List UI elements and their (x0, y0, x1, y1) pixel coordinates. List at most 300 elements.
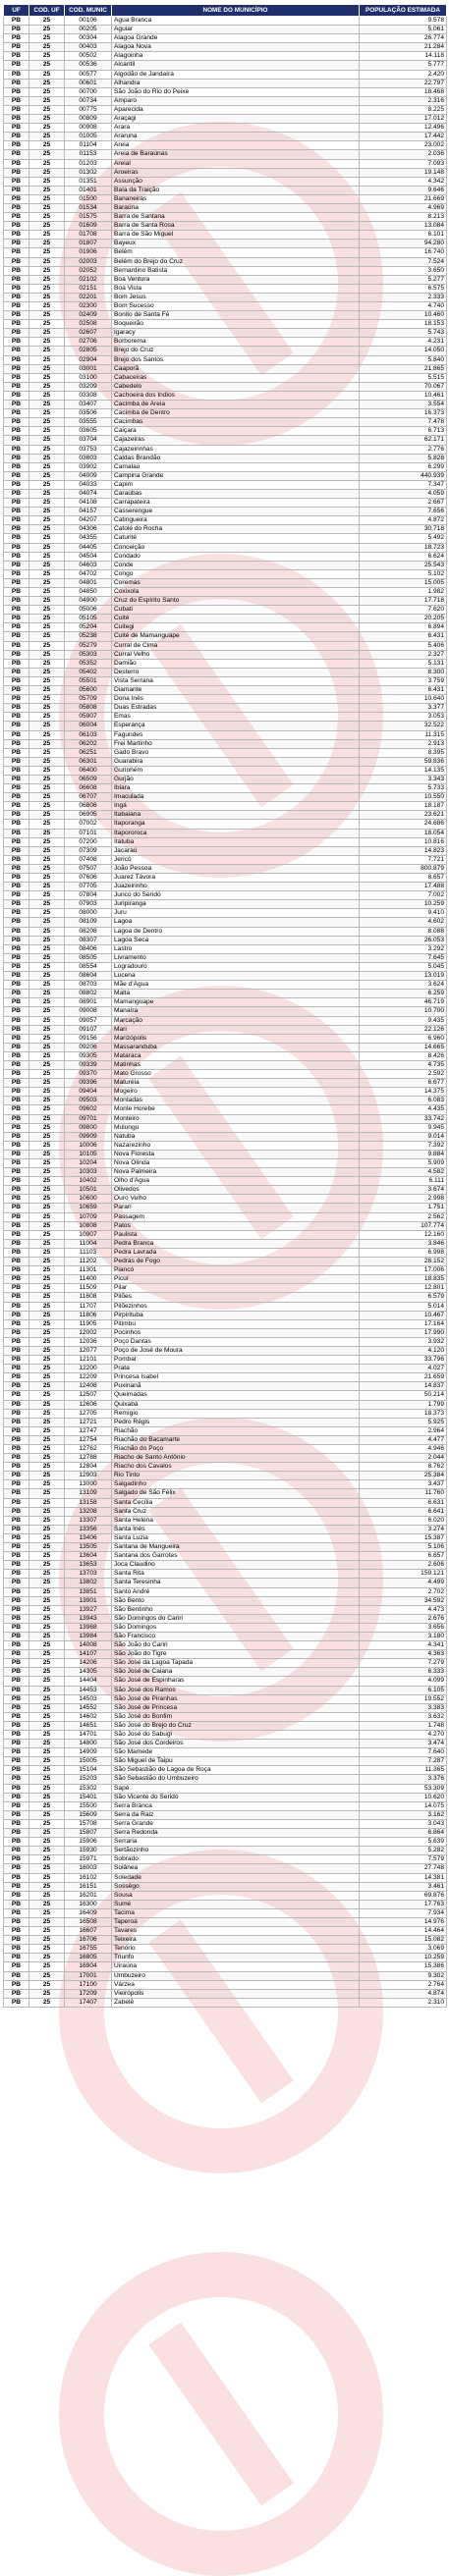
table-row (4, 1230, 447, 1239)
cell-cod-munic: 09305 (65, 1051, 112, 1060)
table-row (4, 1426, 447, 1435)
cell-cod-munic: 12200 (65, 1365, 112, 1373)
table-row (4, 1864, 447, 1873)
cell-populacao: 62.171 (360, 436, 447, 445)
cell-uf: PB (4, 1891, 29, 1900)
cell-municipio: São Mamede (112, 1748, 360, 1757)
table-row (4, 1123, 447, 1132)
table-row (4, 793, 447, 802)
cell-municipio: Maturéia (112, 1079, 360, 1088)
table-row (4, 248, 447, 257)
cell-cod-munic: 07507 (65, 864, 112, 873)
cell-municipio: Livramento (112, 953, 360, 962)
cell-cod-uf: 25 (29, 1712, 65, 1721)
cell-cod-munic: 06301 (65, 757, 112, 766)
cell-cod-uf: 25 (29, 133, 65, 141)
cell-uf: PB (4, 1838, 29, 1847)
cell-municipio: Alagoinha (112, 52, 360, 61)
cell-municipio: Bananeiras (112, 194, 360, 203)
cell-uf: PB (4, 311, 29, 320)
table-row (4, 811, 447, 820)
cell-municipio: Algodão de Jandaíra (112, 70, 360, 79)
cell-cod-uf: 25 (29, 1132, 65, 1141)
cell-populacao: 5.106 (360, 1543, 447, 1552)
table-row (4, 105, 447, 114)
cell-uf: PB (4, 1319, 29, 1328)
cell-municipio: Cuité (112, 615, 360, 623)
cell-cod-munic: 14701 (65, 1731, 112, 1740)
cell-uf: PB (4, 302, 29, 311)
cell-municipio: Coxixola (112, 588, 360, 597)
cell-municipio: Tacima (112, 1908, 360, 1917)
table-row (4, 1829, 447, 1838)
cell-uf: PB (4, 1445, 29, 1454)
table-row (4, 355, 447, 364)
cell-cod-uf: 25 (29, 1570, 65, 1579)
cell-municipio: Areial (112, 159, 360, 168)
cell-cod-munic: 14107 (65, 1650, 112, 1659)
cell-uf: PB (4, 659, 29, 668)
cell-municipio: Serra Grande (112, 1819, 360, 1828)
cell-municipio: Cuité de Mamanguape (112, 632, 360, 641)
cell-cod-uf: 25 (29, 1971, 65, 1980)
cell-cod-munic: 12721 (65, 1418, 112, 1426)
cell-cod-munic: 15203 (65, 1775, 112, 1784)
table-row (4, 990, 447, 998)
cell-municipio: Cajazeiras (112, 436, 360, 445)
cell-cod-uf: 25 (29, 704, 65, 713)
cell-cod-uf: 25 (29, 445, 65, 454)
cell-municipio: Água Branca (112, 17, 360, 26)
cell-uf: PB (4, 820, 29, 829)
cell-uf: PB (4, 855, 29, 864)
table-row (4, 874, 447, 883)
cell-cod-munic: 01203 (65, 159, 112, 168)
cell-municipio: Picuí (112, 1275, 360, 1284)
table-row (4, 124, 447, 133)
cell-municipio: Santa Rita (112, 1570, 360, 1579)
cell-cod-uf: 25 (29, 695, 65, 704)
cell-uf: PB (4, 883, 29, 891)
cell-cod-munic: 09339 (65, 1060, 112, 1069)
cell-municipio: Bernardino Batista (112, 266, 360, 275)
cell-cod-munic: 03407 (65, 401, 112, 409)
cell-populacao: 5.925 (360, 1418, 447, 1426)
cell-uf: PB (4, 284, 29, 293)
table-row (4, 597, 447, 606)
table-row (4, 1311, 447, 1319)
cell-uf: PB (4, 1480, 29, 1489)
cell-municipio: Vieirópolis (112, 1989, 360, 1998)
cell-municipio: Esperança (112, 722, 360, 730)
cell-uf: PB (4, 704, 29, 713)
table-row (4, 373, 447, 382)
cell-municipio: Catingueira (112, 516, 360, 525)
cell-populacao: 26.774 (360, 34, 447, 43)
header-populacao: POPULAÇÃO ESTIMADA (360, 5, 447, 17)
cell-uf: PB (4, 1775, 29, 1784)
cell-uf: PB (4, 293, 29, 301)
cell-cod-uf: 25 (29, 115, 65, 124)
cell-cod-munic: 10709 (65, 1212, 112, 1221)
cell-uf: PB (4, 1917, 29, 1926)
table-row (4, 320, 447, 329)
cell-cod-uf: 25 (29, 990, 65, 998)
cell-cod-munic: 16151 (65, 1882, 112, 1891)
cell-cod-uf: 25 (29, 1801, 65, 1810)
cell-uf: PB (4, 1079, 29, 1088)
table-row (4, 1258, 447, 1266)
table-row (4, 686, 447, 695)
cell-municipio: Princesa Isabel (112, 1373, 360, 1382)
table-row (4, 1766, 447, 1775)
cell-uf: PB (4, 802, 29, 811)
cell-uf: PB (4, 1070, 29, 1079)
cell-uf: PB (4, 1239, 29, 1248)
cell-municipio: Belém (112, 248, 360, 257)
cell-uf: PB (4, 382, 29, 391)
cell-cod-uf: 25 (29, 1516, 65, 1525)
cell-cod-uf: 25 (29, 516, 65, 525)
cell-populacao: 19.552 (360, 1694, 447, 1703)
cell-municipio: Olivedos (112, 1186, 360, 1195)
cell-populacao: 4.027 (360, 1365, 447, 1373)
table-row (4, 757, 447, 766)
cell-uf: PB (4, 1998, 29, 2007)
cell-municipio: Monteiro (112, 1114, 360, 1123)
cell-cod-munic: 02706 (65, 338, 112, 347)
table-row (4, 606, 447, 615)
cell-cod-munic: 05709 (65, 695, 112, 704)
cell-cod-munic: 13968 (65, 1623, 112, 1632)
cell-cod-munic: 14602 (65, 1712, 112, 1721)
cell-cod-uf: 25 (29, 1275, 65, 1284)
table-row (4, 1757, 447, 1766)
cell-cod-munic: 14206 (65, 1659, 112, 1668)
cell-cod-munic: 09800 (65, 1123, 112, 1132)
table-row (4, 695, 447, 704)
cell-cod-munic: 05600 (65, 686, 112, 695)
cell-municipio: Bonito de Santa Fé (112, 311, 360, 320)
cell-cod-munic: 13984 (65, 1632, 112, 1640)
table-row (4, 1221, 447, 1230)
table-body (4, 17, 447, 2008)
cell-municipio: Caldas Brandão (112, 454, 360, 462)
table-row (4, 1596, 447, 1605)
cell-uf: PB (4, 1784, 29, 1793)
cell-cod-munic: 11004 (65, 1239, 112, 1248)
cell-municipio: Duas Estradas (112, 704, 360, 713)
cell-cod-uf: 25 (29, 722, 65, 730)
table-row (4, 766, 447, 775)
cell-cod-uf: 25 (29, 1596, 65, 1605)
cell-populacao: 4.270 (360, 1731, 447, 1740)
cell-cod-munic: 13653 (65, 1561, 112, 1570)
cell-populacao: 3.043 (360, 1819, 447, 1828)
cell-cod-munic: 13158 (65, 1498, 112, 1507)
cell-populacao: 7.524 (360, 257, 447, 266)
header-uf: UF (4, 5, 29, 17)
cell-cod-munic: 11301 (65, 1266, 112, 1275)
cell-cod-munic: 02300 (65, 302, 112, 311)
cell-uf: PB (4, 1980, 29, 1989)
cell-cod-munic: 08208 (65, 927, 112, 936)
cell-cod-uf: 25 (29, 775, 65, 783)
cell-uf: PB (4, 1962, 29, 1971)
cell-cod-uf: 25 (29, 972, 65, 981)
cell-uf: PB (4, 1668, 29, 1677)
cell-municipio: Curral Velho (112, 650, 360, 659)
cell-populacao: 17.718 (360, 597, 447, 606)
cell-cod-uf: 25 (29, 203, 65, 212)
cell-cod-uf: 25 (29, 1293, 65, 1302)
table-row (4, 52, 447, 61)
cell-uf: PB (4, 1810, 29, 1819)
cell-populacao: 6.677 (360, 1079, 447, 1088)
table-row (4, 552, 447, 561)
cell-municipio: Cruz do Espírito Santo (112, 597, 360, 606)
cell-uf: PB (4, 96, 29, 105)
cell-cod-munic: 09396 (65, 1079, 112, 1088)
cell-cod-uf: 25 (29, 1962, 65, 1971)
table-row (4, 1989, 447, 1998)
cell-uf: PB (4, 552, 29, 561)
table-row (4, 1472, 447, 1480)
cell-cod-uf: 25 (29, 1391, 65, 1400)
cell-cod-munic: 14909 (65, 1748, 112, 1757)
cell-populacao: 8.300 (360, 668, 447, 676)
cell-cod-munic: 13604 (65, 1552, 112, 1561)
cell-municipio: Caaporã (112, 364, 360, 373)
cell-cod-uf: 25 (29, 240, 65, 248)
cell-cod-munic: 12788 (65, 1454, 112, 1463)
cell-populacao: 10.640 (360, 695, 447, 704)
cell-cod-munic: 02607 (65, 329, 112, 338)
cell-municipio: Salgado de São Félix (112, 1489, 360, 1498)
cell-populacao: 17.763 (360, 1900, 447, 1908)
cell-municipio: Barra de São Miguel (112, 231, 360, 240)
cell-populacao: 2.667 (360, 499, 447, 508)
table-row (4, 1150, 447, 1158)
table-row (4, 418, 447, 427)
cell-uf: PB (4, 686, 29, 695)
cell-municipio: Baraúna (112, 203, 360, 212)
cell-cod-munic: 10204 (65, 1159, 112, 1168)
cell-uf: PB (4, 578, 29, 587)
cell-cod-uf: 25 (29, 1873, 65, 1882)
cell-cod-munic: 04033 (65, 480, 112, 489)
cell-cod-uf: 25 (29, 1623, 65, 1632)
cell-cod-uf: 25 (29, 1177, 65, 1186)
cell-cod-uf: 25 (29, 1319, 65, 1328)
cell-municipio: Piancó (112, 1266, 360, 1275)
cell-cod-munic: 01708 (65, 231, 112, 240)
cell-uf: PB (4, 168, 29, 177)
cell-municipio: São José do Bonfim (112, 1712, 360, 1721)
cell-uf: PB (4, 900, 29, 909)
table-row (4, 784, 447, 793)
table-row (4, 1337, 447, 1346)
cell-municipio: Lastro (112, 944, 360, 953)
cell-uf: PB (4, 133, 29, 141)
cell-cod-uf: 25 (29, 231, 65, 240)
cell-cod-munic: 13901 (65, 1596, 112, 1605)
cell-municipio: Congo (112, 569, 360, 578)
cell-cod-munic: 03803 (65, 454, 112, 462)
cell-populacao: 46.719 (360, 998, 447, 1007)
cell-populacao: 30.718 (360, 525, 447, 534)
table-row (4, 1266, 447, 1275)
cell-populacao: 2.327 (360, 650, 447, 659)
cell-cod-munic: 04355 (65, 534, 112, 543)
cell-uf: PB (4, 606, 29, 615)
cell-municipio: Lagoa de Dentro (112, 927, 360, 936)
cell-populacao: 6.111 (360, 1177, 447, 1186)
cell-cod-munic: 15500 (65, 1801, 112, 1810)
table-row (4, 1489, 447, 1498)
cell-populacao: 13.019 (360, 972, 447, 981)
cell-cod-uf: 25 (29, 1891, 65, 1900)
cell-uf: PB (4, 1596, 29, 1605)
table-row (4, 427, 447, 436)
table-row (4, 820, 447, 829)
cell-cod-munic: 03506 (65, 409, 112, 418)
cell-municipio: Itatuba (112, 837, 360, 846)
cell-cod-uf: 25 (29, 1051, 65, 1060)
cell-populacao: 3.632 (360, 1712, 447, 1721)
cell-populacao: 1.799 (360, 1400, 447, 1409)
cell-municipio: Passagem (112, 1212, 360, 1221)
cell-municipio: Serraria (112, 1838, 360, 1847)
cell-populacao: 9.578 (360, 17, 447, 26)
cell-populacao: 14.050 (360, 347, 447, 355)
cell-cod-uf: 25 (29, 1552, 65, 1561)
cell-cod-munic: 15005 (65, 1757, 112, 1766)
cell-uf: PB (4, 355, 29, 364)
cell-cod-munic: 02201 (65, 293, 112, 301)
cell-cod-uf: 25 (29, 606, 65, 615)
cell-cod-munic: 05808 (65, 704, 112, 713)
cell-cod-munic: 06509 (65, 775, 112, 783)
cell-municipio: Baía da Traição (112, 186, 360, 194)
cell-cod-munic: 02508 (65, 320, 112, 329)
cell-populacao: 2.676 (360, 1614, 447, 1623)
cell-populacao: 6.624 (360, 552, 447, 561)
cell-uf: PB (4, 1186, 29, 1195)
cell-cod-uf: 25 (29, 1212, 65, 1221)
cell-populacao: 5.045 (360, 962, 447, 971)
cell-populacao: 4.477 (360, 1435, 447, 1444)
cell-populacao: 8.225 (360, 105, 447, 114)
cell-populacao: 50.214 (360, 1391, 447, 1400)
table-row (4, 1391, 447, 1400)
cell-cod-munic: 02805 (65, 347, 112, 355)
cell-populacao: 3.383 (360, 1703, 447, 1712)
cell-cod-uf: 25 (29, 284, 65, 293)
cell-cod-munic: 09206 (65, 1043, 112, 1051)
cell-cod-uf: 25 (29, 124, 65, 133)
table-row (4, 150, 447, 159)
table-row (4, 1159, 447, 1168)
table-row (4, 1908, 447, 1917)
cell-cod-munic: 13505 (65, 1543, 112, 1552)
cell-uf: PB (4, 1373, 29, 1382)
cell-municipio: Pilõezinhos (112, 1302, 360, 1311)
cell-cod-uf: 25 (29, 266, 65, 275)
table-row (4, 1516, 447, 1525)
cell-municipio: Juripiranga (112, 900, 360, 909)
cell-cod-munic: 01575 (65, 213, 112, 222)
cell-municipio: Juazeirinho (112, 883, 360, 891)
table-row (4, 1614, 447, 1623)
table-row (4, 623, 447, 632)
table-row (4, 1873, 447, 1882)
cell-municipio: Cacimbas (112, 418, 360, 427)
cell-cod-munic: 12705 (65, 1409, 112, 1418)
cell-cod-munic: 04702 (65, 569, 112, 578)
cell-cod-munic: 03308 (65, 391, 112, 400)
cell-uf: PB (4, 1801, 29, 1810)
cell-cod-uf: 25 (29, 944, 65, 953)
cell-uf: PB (4, 213, 29, 222)
cell-cod-uf: 25 (29, 1463, 65, 1472)
cell-uf: PB (4, 953, 29, 962)
cell-populacao: 5.828 (360, 454, 447, 462)
table-row (4, 1971, 447, 1980)
cell-cod-munic: 14404 (65, 1677, 112, 1686)
cell-cod-uf: 25 (29, 79, 65, 87)
cell-cod-munic: 12101 (65, 1356, 112, 1365)
cell-municipio: Santa Cruz (112, 1507, 360, 1516)
cell-uf: PB (4, 329, 29, 338)
cell-cod-uf: 25 (29, 1810, 65, 1819)
cell-cod-munic: 08703 (65, 981, 112, 990)
cell-uf: PB (4, 1266, 29, 1275)
cell-uf: PB (4, 1561, 29, 1570)
cell-populacao: 4.473 (360, 1605, 447, 1614)
cell-populacao: 6.641 (360, 1507, 447, 1516)
cell-cod-uf: 25 (29, 686, 65, 695)
cell-uf: PB (4, 231, 29, 240)
table-row (4, 1132, 447, 1141)
table-row (4, 891, 447, 900)
table-row (4, 1712, 447, 1721)
cell-populacao: 14.375 (360, 1088, 447, 1097)
table-row (4, 1248, 447, 1257)
cell-cod-uf: 25 (29, 918, 65, 927)
cell-uf: PB (4, 1418, 29, 1426)
table-row (4, 1579, 447, 1587)
cell-municipio: Zabelê (112, 1998, 360, 2007)
cell-populacao: 5.061 (360, 26, 447, 34)
cell-populacao: 7.620 (360, 606, 447, 615)
cell-populacao: 7.656 (360, 508, 447, 516)
cell-municipio: Belém do Brejo do Cruz (112, 257, 360, 266)
cell-cod-munic: 01104 (65, 141, 112, 150)
cell-cod-uf: 25 (29, 793, 65, 802)
cell-cod-munic: 07804 (65, 891, 112, 900)
cell-municipio: Matinhas (112, 1060, 360, 1069)
cell-municipio: Pirpirituba (112, 1311, 360, 1319)
cell-populacao: 12.801 (360, 1284, 447, 1293)
cell-uf: PB (4, 748, 29, 757)
cell-cod-munic: 08000 (65, 909, 112, 918)
cell-uf: PB (4, 1168, 29, 1177)
cell-municipio: Ibiara (112, 784, 360, 793)
cell-municipio: Marcação (112, 1016, 360, 1025)
cell-municipio: Santa Helena (112, 1516, 360, 1525)
cell-cod-munic: 06400 (65, 766, 112, 775)
